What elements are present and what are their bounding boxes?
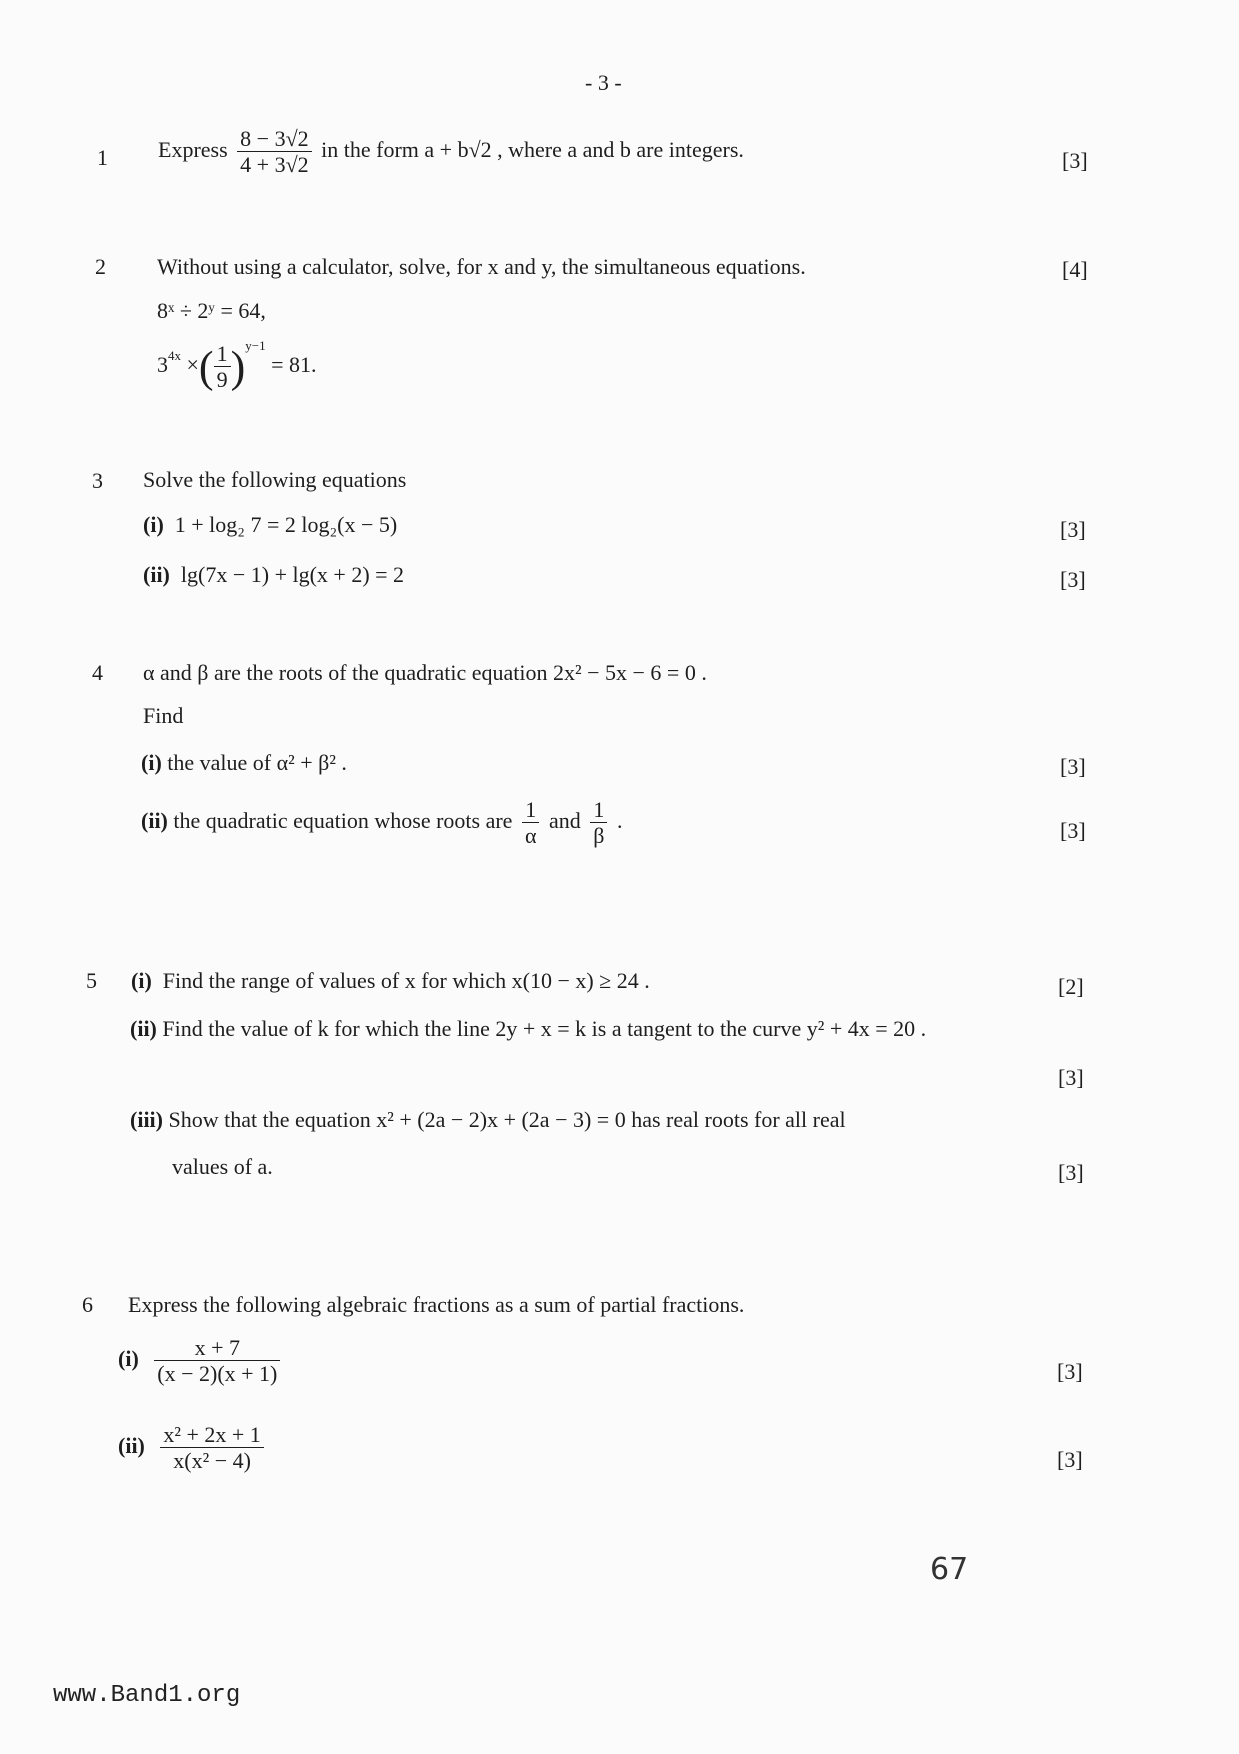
q5-i-marks: [2] (1058, 974, 1084, 999)
q5-ii-text: Find the value of k for which the line 2y + x = k is a tangent to the curve y² + 4x = 20 . (162, 1016, 927, 1041)
q2-text: Without using a calculator, solve, for x and y, the simultaneous equations. (157, 254, 806, 279)
q6-ii (118, 1422, 268, 1474)
q1-form-text: in the form a + b√2 , where a and b are integers. (321, 136, 744, 162)
q1-frac-den: 4 + 3√2 (240, 152, 309, 178)
q6-ii-label: (ii) (118, 1432, 145, 1458)
q4-ii-text: the quadratic equation whose roots are (173, 807, 513, 833)
q2-eq2-frac-den: 9 (216, 367, 228, 393)
q4-number: 4 (92, 660, 103, 685)
q2-eq2-fraction (214, 341, 231, 393)
q4-ii-and: and (548, 807, 581, 833)
q6-i-label: (i) (118, 1345, 139, 1371)
q4-ii (141, 797, 622, 849)
q1-number: 1 (97, 145, 108, 170)
handwritten-page-number: 67 (930, 1552, 969, 1587)
q4-ii-frac2-den: β (593, 823, 605, 849)
q5-iii (130, 1107, 846, 1133)
q2-equation-2: $3^{4x}$ ×( $\frac{1}{9}$ )$^{y-1}$ = 81. (157, 338, 317, 393)
q3-i (143, 512, 397, 538)
q4-i-marks: [3] (1060, 754, 1086, 779)
q1-text (158, 126, 744, 178)
q3-i-equation: 1 + log₂ 7 = 2 log₂(x − 5) (174, 512, 398, 537)
q4-ii-end: . (616, 807, 623, 833)
q4-ii-frac2-num: 1 (590, 797, 607, 823)
q4-i-text: the value of α² + β² . (167, 750, 347, 775)
q2-eq2-exp2: y−1 (245, 338, 266, 353)
q2-number: 2 (95, 254, 106, 279)
q5-number: 5 (86, 968, 97, 993)
q3-text: Solve the following equations (143, 467, 407, 492)
q5-i-text: Find the range of values of x for which x(10 − x) ≥ 24 . (162, 968, 650, 993)
q1-frac-num: 8 − 3√2 (237, 126, 311, 152)
q1-express: Express (158, 136, 228, 162)
q4-text: α and β are the roots of the quadratic equation 2x² − 5x − 6 = 0 . (143, 660, 707, 685)
q5-ii-marks: [3] (1058, 1065, 1084, 1090)
q4-ii-frac1-num: 1 (522, 797, 540, 823)
q4-find: Find (143, 703, 184, 728)
q5-iii-marks: [3] (1058, 1160, 1084, 1185)
q1-marks: [3] (1062, 148, 1088, 173)
q3-ii-marks: [3] (1060, 567, 1086, 592)
q3-ii (143, 562, 404, 588)
q5-i-label: (i) (131, 968, 152, 993)
q6-i-marks: [3] (1057, 1359, 1083, 1384)
q2-eq2-base: 3 (157, 352, 168, 377)
q6-i-num: x + 7 (154, 1335, 280, 1361)
q4-i (141, 750, 347, 776)
q6-ii-fraction (160, 1422, 263, 1474)
q4-ii-marks: [3] (1060, 818, 1086, 843)
q5-iii-text-2: values of a. (172, 1154, 273, 1179)
q1-fraction (237, 126, 311, 178)
q5-i (131, 968, 650, 994)
q3-number: 3 (92, 468, 103, 493)
q2-equation-1: 8ˣ ÷ 2ʸ = 64, (157, 298, 266, 323)
q3-i-label: (i) (143, 512, 164, 537)
q3-i-marks: [3] (1060, 517, 1086, 542)
q6-ii-marks: [3] (1057, 1447, 1083, 1472)
q6-ii-den: x(x² − 4) (173, 1448, 251, 1474)
q3-ii-equation: lg(7x − 1) + lg(x + 2) = 2 (180, 562, 405, 587)
q3-ii-label: (ii) (143, 562, 170, 587)
q2-eq2-frac-num: 1 (214, 341, 231, 367)
q2-eq2-rhs: = 81. (271, 352, 317, 377)
q6-ii-num: x² + 2x + 1 (160, 1422, 263, 1448)
q4-ii-fraction-1 (522, 797, 540, 849)
q6-i (118, 1335, 284, 1387)
q6-text: Express the following algebraic fractions as a sum of partial fractions. (128, 1292, 745, 1317)
page-number: - 3 - (585, 70, 622, 95)
q4-ii-label: (ii) (141, 807, 168, 833)
q4-ii-frac1-den: α (524, 823, 537, 849)
q6-i-fraction (154, 1335, 280, 1387)
footer-url: www.Band1.org (53, 1682, 241, 1709)
q5-ii (130, 1016, 926, 1042)
q5-iii-text-1: Show that the equation x² + (2a − 2)x + (2a − 3) = 0 has real roots for all real (168, 1107, 846, 1132)
q2-eq2-exp: 4x (168, 348, 181, 363)
q6-number: 6 (82, 1292, 93, 1317)
q2-marks: [4] (1062, 257, 1088, 282)
q6-i-den: (x − 2)(x + 1) (157, 1361, 278, 1387)
q4-i-label: (i) (141, 750, 162, 775)
q5-ii-label: (ii) (130, 1016, 157, 1041)
q5-iii-label: (iii) (130, 1107, 163, 1132)
q4-ii-fraction-2 (590, 797, 607, 849)
